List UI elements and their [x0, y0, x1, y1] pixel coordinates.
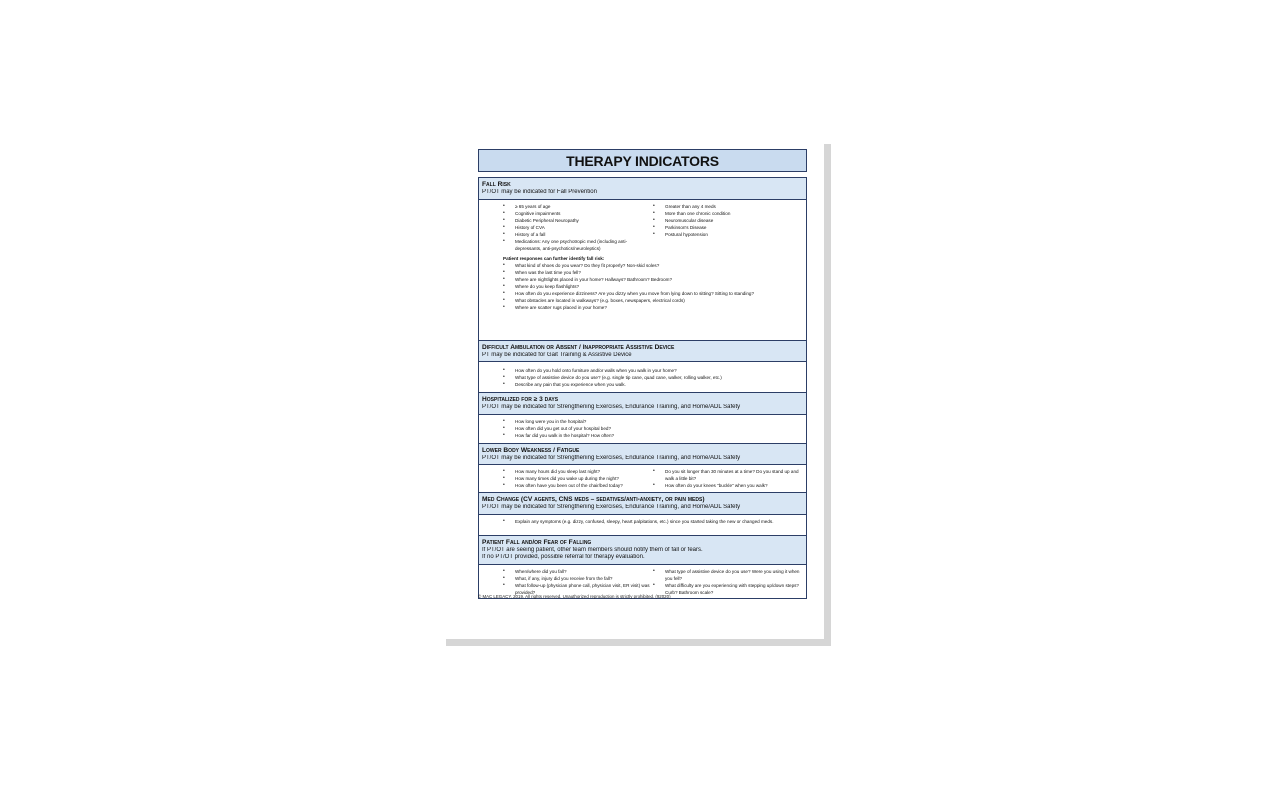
section-subtitle: PT/OT may be indicated for Strengthening Exercises, Endurance Training, and Home/ADL Safety: [482, 454, 741, 461]
section-header: [479, 493, 806, 515]
section-body: [479, 465, 806, 492]
section-fall-risk: [478, 177, 807, 341]
list-item: • Where are scatter rugs placed in your home?: [503, 304, 800, 311]
document-title: THERAPY INDICATORS: [478, 149, 807, 172]
list-item: • What, if any, injury did you receive from the fall?: [503, 575, 653, 582]
list-item: • Cognitive impairments: [503, 210, 653, 217]
risk-factors-right: [653, 203, 800, 252]
list-item: • Do you sit longer than 30 minutes at a time? Do you stand up and walk a little bit?: [653, 468, 800, 482]
section-subtitle-secondary: If no PT/OT provided, possible referral for therapy evaluation.: [482, 554, 645, 560]
risk-factor-columns: [503, 203, 800, 252]
section-body: [479, 200, 806, 340]
list-item: • Explain any symptoms (e.g. dizzy, confused, sleepy, heart palpitations, etc.) since you started taking the new or changed meds.: [503, 518, 800, 525]
list-item: • Greater than any 4 meds: [653, 203, 800, 210]
section-header: [479, 178, 806, 200]
copyright-footer: © MAC LEGACY, 2019. All rights reserved. Unauthorized reproduction is strictly prohibited. (92020): [478, 594, 671, 599]
list-item: • Describe any pain that you experience when you walk.: [503, 381, 800, 388]
list-item: • Neuromuscular disease: [653, 217, 800, 224]
responses-heading: Patient responses can further identify fall risk:: [503, 255, 605, 261]
list-item: • What type of assistive device do you use? Were you using it when you fell?: [653, 568, 800, 582]
list-item: • Parkinson's Disease: [653, 224, 800, 231]
question-list: [503, 367, 800, 388]
section-header: [479, 341, 806, 363]
list-item: • How many hours did you sleep last night?: [503, 468, 653, 475]
list-item: • History of CVA: [503, 224, 653, 231]
section-title: Med Change (CV agents, CNS meds – sedatives/anti-anxiety, or pain meds): [482, 496, 705, 503]
section-header: [479, 536, 806, 565]
question-columns: [503, 468, 800, 489]
list-item: • What obstacles are located in walkways? (e.g. boxes, newspapers, electrical cords): [503, 297, 800, 304]
list-item: • History of a fall: [503, 231, 653, 238]
section-header: [479, 393, 806, 415]
section-title: Difficult Ambulation or Absent / Inappropriate Assistive Device: [482, 343, 675, 351]
list-item: • More than one chronic condition: [653, 210, 800, 217]
section-body: [479, 565, 806, 598]
section-subtitle: PT/OT may be indicated for Strengthening Exercises, Endurance Training, and Home/ADL Safety: [482, 404, 741, 410]
section-subtitle: PT/OT may be indicated for Strengthening Exercises, Endurance Training, and Home/ADL Safety: [482, 504, 741, 510]
section-med-change: [478, 493, 807, 536]
section-title: Patient Fall and/or Fear of Falling: [482, 538, 592, 546]
section-body: [479, 415, 806, 443]
list-item: • What difficulty are you experiencing with stepping up/down steps? Curb? Bathroom scale?: [653, 582, 800, 596]
list-item: • How often did you get out of your hospital bed?: [503, 425, 800, 432]
question-list: [503, 418, 800, 439]
section-subtitle: PT may be indicated for Gait Training & Assistive Device: [482, 351, 632, 358]
section-title: Lower Body Weakness / Fatigue: [482, 446, 580, 454]
question-list: [503, 518, 800, 525]
section-subtitle: PT/OT may be indicated for Fall Prevention: [482, 189, 597, 195]
section-header: [479, 444, 806, 466]
section-body: [479, 515, 806, 535]
list-item: • Where do you keep flashlights?: [503, 283, 800, 290]
list-item: • How often do you hold onto furniture and/or walls when you walk in your home?: [503, 367, 800, 374]
section-ambulation: [478, 341, 807, 394]
list-item: • Where are nightlights placed in your home? Hallways? Bathroom? Bedroom?: [503, 276, 800, 283]
questions-left: [503, 568, 653, 596]
section-patient-fall: [478, 536, 807, 599]
list-item: • Postural hypotension: [653, 231, 800, 238]
list-item: • When/where did you fall?: [503, 568, 653, 575]
questions-right: [653, 468, 800, 489]
list-item: • How far did you walk in the hospital? How often?: [503, 432, 800, 439]
section-title: Hospitalized for ≥ 3 days: [482, 396, 559, 403]
list-item: • How often do your knees "buckle" when you walk?: [653, 482, 800, 489]
questions-left: [503, 468, 653, 489]
section-lower-body-weakness: [478, 444, 807, 494]
question-columns: [503, 568, 800, 596]
section-title: Fall Risk: [482, 181, 511, 188]
list-item: • ≥ 65 years of age: [503, 203, 653, 210]
questions-right: [653, 568, 800, 596]
list-item: • What type of assistive device do you use? (e.g. single tip cane, quad cane, walker, rolling walker, etc.): [503, 374, 800, 381]
list-item: • Medications: Any one psychotropic med (including anti-depressants, anti-psychotics/neuroleptics): [503, 238, 653, 252]
list-item: • When was the last time you fell?: [503, 269, 800, 276]
section-subtitle: If PT/OT are seeing patient, other team members should notify them of fall or fears.: [482, 546, 703, 553]
risk-factors-left: [503, 203, 653, 252]
list-item: • What kind of shoes do you wear? Do they fit properly? Non-skid soles?: [503, 262, 800, 269]
document-content: [478, 149, 807, 599]
section-body: [479, 362, 806, 392]
list-item: • Diabetic Peripheral Neuropathy: [503, 217, 653, 224]
list-item: • How long were you in the hospital?: [503, 418, 800, 425]
responses-list: [503, 262, 800, 311]
list-item: • How often have you been out of the chair/bed today?: [503, 482, 653, 489]
list-item: • How often do you experience dizziness? Are you dizzy when you move from lying down to sitting? Sitting to standing?: [503, 290, 800, 297]
section-hospitalized: [478, 393, 807, 444]
list-item: • What follow-up (physician phone call, physician visit, ER visit) was provided?: [503, 582, 653, 596]
list-item: • How many times did you wake up during the night?: [503, 475, 653, 482]
